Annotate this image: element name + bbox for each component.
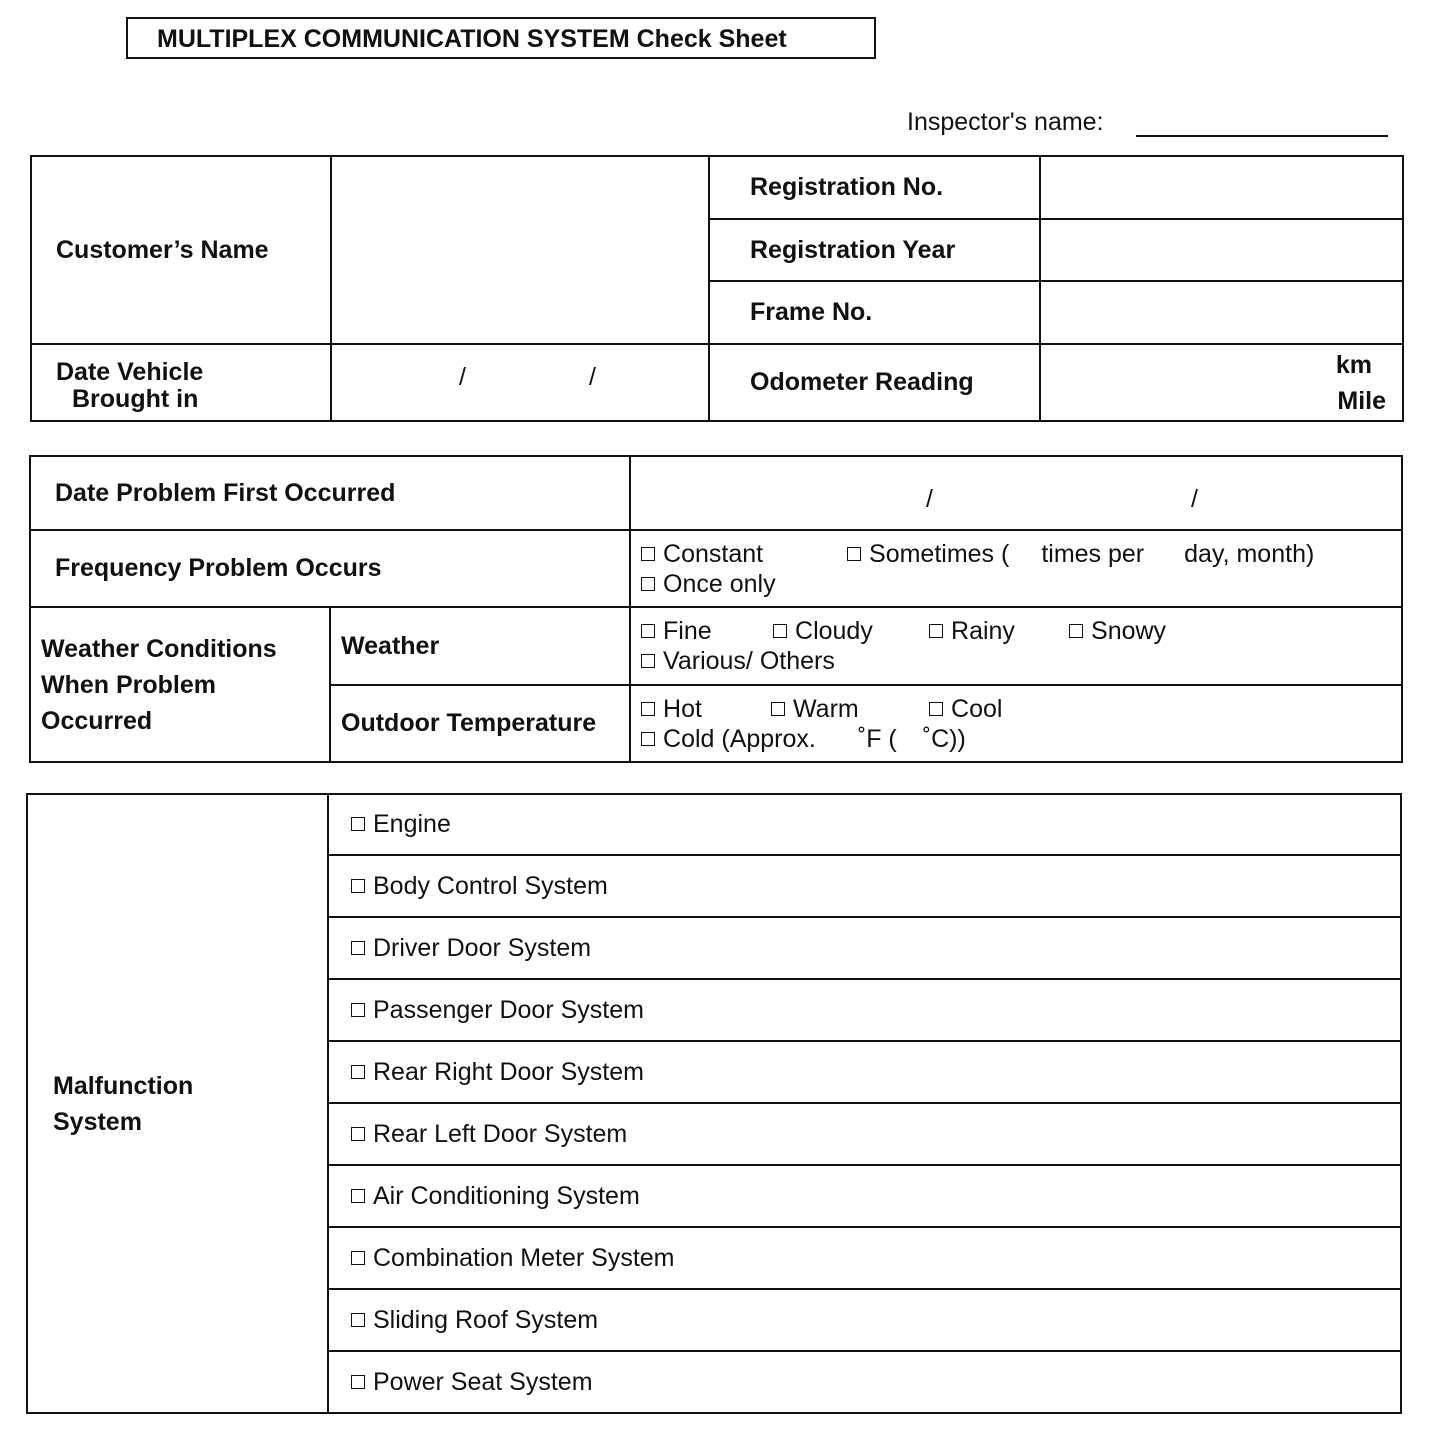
rainy-option[interactable] [929, 616, 1069, 646]
malfunction-system-label [27, 794, 328, 1413]
checkbox-icon[interactable] [773, 624, 787, 638]
system-label: Driver Door System [373, 933, 592, 962]
hot-option[interactable] [641, 694, 771, 724]
checkbox-icon[interactable] [351, 941, 365, 955]
cloudy-option[interactable] [773, 616, 929, 646]
date-vehicle-label-line1: Date Vehicle [56, 357, 204, 386]
frequency-options [630, 530, 1402, 607]
system-label: Sliding Roof System [373, 1305, 599, 1334]
warm-option[interactable] [771, 694, 929, 724]
system-option-passenger-door[interactable] [328, 979, 1401, 1041]
checkbox-icon[interactable] [351, 1189, 365, 1203]
checkbox-icon[interactable] [641, 624, 655, 638]
registration-no-field[interactable] [1040, 156, 1403, 219]
date-separator: / [589, 363, 596, 391]
cold-option[interactable] [641, 724, 816, 754]
day-month-label: day, month) [1184, 539, 1315, 568]
constant-option[interactable] [641, 539, 847, 569]
frame-no-label: Frame No. [709, 281, 1040, 344]
frame-no-field[interactable] [1040, 281, 1403, 344]
checkbox-icon[interactable] [641, 654, 655, 668]
problem-info-table [29, 455, 1403, 763]
times-per-label: times per [1041, 539, 1145, 568]
system-option-engine[interactable] [328, 794, 1401, 855]
system-option-combination-meter[interactable] [328, 1227, 1401, 1289]
inspector-name-label: Inspector's name: [907, 108, 1104, 136]
date-problem-first-field[interactable] [630, 456, 1402, 530]
system-label: Power Seat System [373, 1367, 593, 1396]
fahrenheit-label: ˚F ( [857, 724, 897, 753]
frequency-label: Frequency Problem Occurs [30, 530, 630, 607]
checkbox-icon[interactable] [641, 732, 655, 746]
constant-label: Constant [663, 539, 764, 568]
system-option-driver-door[interactable] [328, 917, 1401, 979]
sometimes-option[interactable] [847, 539, 1009, 569]
odometer-reading-field[interactable] [1040, 344, 1403, 421]
checkbox-icon[interactable] [771, 702, 785, 716]
checkbox-icon[interactable] [351, 1003, 365, 1017]
customer-name-field[interactable] [331, 156, 709, 344]
checkbox-icon[interactable] [351, 879, 365, 893]
system-label: Rear Left Door System [373, 1119, 628, 1148]
snowy-label: Snowy [1091, 617, 1167, 645]
checkbox-icon[interactable] [351, 1065, 365, 1079]
date-vehicle-label-line2: Brought in [72, 384, 199, 413]
checkbox-icon[interactable] [847, 547, 861, 561]
registration-year-label: Registration Year [709, 219, 1040, 281]
hot-label: Hot [663, 694, 702, 723]
malfunction-label-line1: Malfunction [53, 1071, 194, 1100]
registration-no-label: Registration No. [709, 156, 1040, 219]
checkbox-icon[interactable] [351, 1313, 365, 1327]
checkbox-icon[interactable] [351, 1375, 365, 1389]
malfunction-system-table [26, 793, 1402, 1414]
rainy-label: Rainy [951, 617, 1015, 645]
checkbox-icon[interactable] [351, 1127, 365, 1141]
system-option-body-control[interactable] [328, 855, 1401, 917]
once-only-option[interactable] [641, 569, 776, 599]
system-option-rear-left-door[interactable] [328, 1103, 1401, 1165]
vehicle-info-table [30, 155, 1404, 422]
system-label: Engine [373, 810, 451, 838]
inspector-name-field[interactable] [1136, 135, 1388, 137]
checkbox-icon[interactable] [929, 624, 943, 638]
checkbox-icon[interactable] [1069, 624, 1083, 638]
cool-option[interactable] [929, 694, 1002, 724]
snowy-option[interactable] [1069, 616, 1166, 646]
sometimes-label: Sometimes ( [869, 539, 1010, 568]
weather-conditions-line3: Occurred [41, 706, 153, 735]
checkbox-icon[interactable] [641, 577, 655, 591]
unit-km: km [1335, 351, 1372, 379]
various-option[interactable] [641, 646, 835, 676]
once-only-label: Once only [663, 569, 776, 598]
system-label: Passenger Door System [373, 995, 644, 1024]
system-label: Body Control System [373, 871, 608, 900]
date-separator: / [926, 485, 933, 513]
date-problem-first-label: Date Problem First Occurred [30, 456, 630, 530]
malfunction-label-line2: System [53, 1107, 142, 1136]
weather-options [630, 607, 1402, 685]
system-label: Air Conditioning System [373, 1181, 640, 1210]
weather-conditions-line2: When Problem [41, 670, 217, 699]
fine-label: Fine [663, 617, 712, 645]
system-label: Combination Meter System [373, 1243, 675, 1272]
outdoor-temperature-label: Outdoor Temperature [330, 685, 630, 762]
weather-label: Weather [330, 607, 630, 685]
date-vehicle-brought-label [31, 344, 331, 421]
temperature-options [630, 685, 1402, 762]
system-option-rear-right-door[interactable] [328, 1041, 1401, 1103]
checkbox-icon[interactable] [641, 547, 655, 561]
system-option-air-conditioning[interactable] [328, 1165, 1401, 1227]
celsius-label: ˚C)) [922, 724, 966, 753]
system-option-power-seat[interactable] [328, 1351, 1401, 1413]
checkbox-icon[interactable] [351, 817, 365, 831]
cool-label: Cool [951, 694, 1003, 723]
date-vehicle-brought-field[interactable] [331, 344, 709, 421]
date-separator: / [1191, 485, 1198, 513]
unit-mile: Mile [1337, 387, 1386, 415]
system-label: Rear Right Door System [373, 1057, 644, 1086]
customer-name-label: Customer’s Name [31, 156, 331, 344]
registration-year-field[interactable] [1040, 219, 1403, 281]
various-label: Various/ Others [663, 647, 835, 675]
date-separator: / [459, 363, 466, 391]
fine-option[interactable] [641, 616, 773, 646]
weather-conditions-line1: Weather Conditions [41, 634, 277, 663]
checkbox-icon[interactable] [641, 702, 655, 716]
cloudy-label: Cloudy [795, 617, 873, 645]
system-option-sliding-roof[interactable] [328, 1289, 1401, 1351]
cold-approx-label: Cold (Approx. [663, 724, 816, 753]
weather-conditions-label [30, 607, 330, 762]
sheet-title: MULTIPLEX COMMUNICATION SYSTEM Check Sheet [126, 17, 876, 59]
checkbox-icon[interactable] [351, 1251, 365, 1265]
odometer-reading-label: Odometer Reading [709, 344, 1040, 421]
checkbox-icon[interactable] [929, 702, 943, 716]
warm-label: Warm [793, 694, 859, 723]
